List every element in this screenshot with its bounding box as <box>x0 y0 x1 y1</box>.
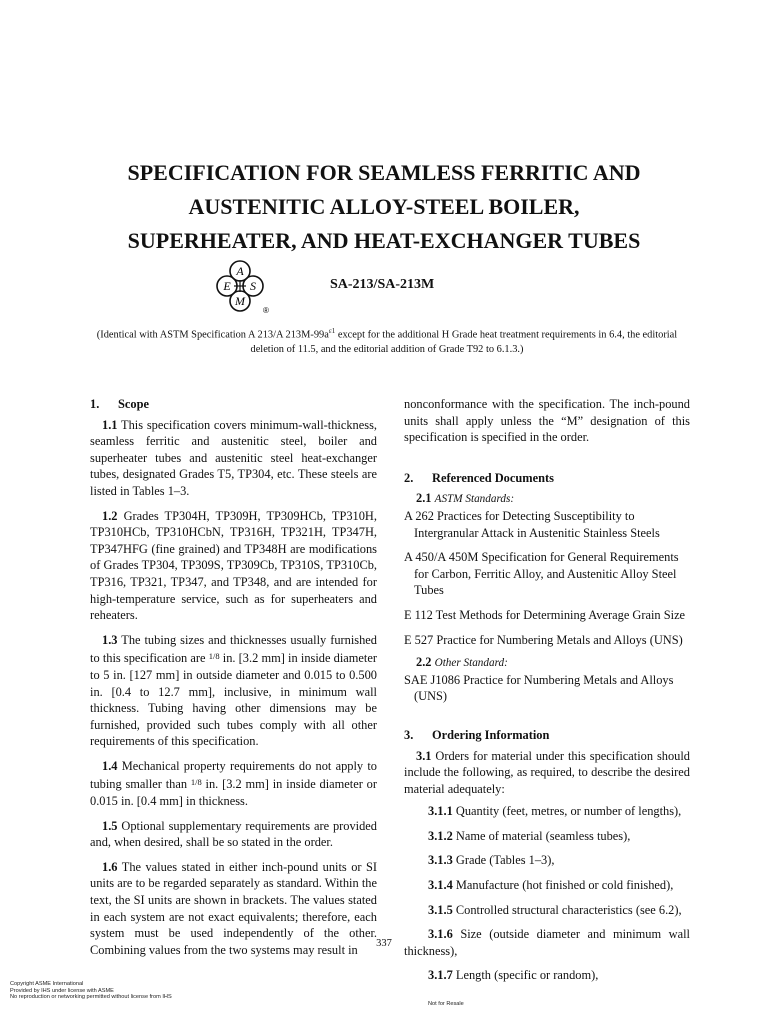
logo-letter-m: M <box>235 294 245 308</box>
subsection-2-1: 2.1 ASTM Standards: <box>416 491 515 506</box>
item-3-1-1: 3.1.1 Quantity (feet, metres, or number of lengths), <box>428 804 682 819</box>
title-line-3: SUPERHEATER, AND HEAT-EXCHANGER TUBES <box>127 228 641 253</box>
footer-line-2: Provided by IHS under license with ASME <box>10 987 114 994</box>
registered-mark: ® <box>263 306 269 315</box>
spec-designation: SA-213/SA-213M <box>330 277 435 292</box>
reference-e112: E 112 Test Methods for Determining Average Grain Size <box>404 607 686 622</box>
reference-e527: E 527 Practice for Numbering Metals and Alloys (UNS) <box>404 632 683 647</box>
logo-letter-e: E <box>223 279 231 293</box>
reference-a450: A 450/A 450M Specification for General Requirements for Carbon, Ferritic Alloy, and Austenitic Alloy Steel Tubes <box>404 550 679 598</box>
reference-a262: A 262 Practices for Detecting Susceptibility to Intergranular Attack in Austenitic Stainless Steels <box>404 508 660 540</box>
asme-logo-icon <box>208 258 290 316</box>
item-3-1-3: 3.1.3 Grade (Tables 1–3), <box>428 853 555 868</box>
left-column <box>90 396 377 966</box>
subsection-2-2: 2.2 Other Standard: <box>416 655 508 670</box>
section-heading-referenced-documents: 2. Referenced Documents <box>404 470 554 485</box>
item-3-1-5: 3.1.5 Controlled structural characteristics (see 6.2), <box>428 902 682 917</box>
item-3-1-4: 3.1.4 Manufacture (hot finished or cold finished), <box>428 878 674 893</box>
not-for-resale-label: Not for Resale <box>428 1001 464 1007</box>
paragraph-1-5: 1.5 Optional supplementary requirements are provided and, when desired, shall be so stated in the order. <box>90 818 377 850</box>
right-column <box>404 396 690 992</box>
identity-note: (Identical with ASTM Specification A 213/A $213M-99a^{\varepsilon 1}$ except for the additional H Grade heat treatment requirements in 6.4, the editorial deletion of 11.5, and the editorial addition of Grade T92 to 6.1.3.) <box>96 327 678 356</box>
paragraph-1-2: 1.2 Grades TP304H, TP309H, TP309HCb, TP310H, TP310HCb, TP310HCbN, TP316H, TP321H, TP347H, TP347HFG (fine grained) and TP348H are modifications of Grades TP304, TP309S, TP309Cb, TP310S, TP310Cb, TP316, TP321, TP347, and TP348, and are intended for high-temperature service, such as for superheaters and reheaters. <box>90 508 377 623</box>
section-heading-scope: 1. Scope <box>90 397 149 411</box>
title-line-1: SPECIFICATION FOR SEAMLESS FERRITIC AND <box>127 160 641 185</box>
page-number: 337 <box>376 938 392 949</box>
item-3-1-6: 3.1.6 Size (outside diameter and minimum wall thickness), <box>404 927 690 958</box>
footer-line-3: No reproduction or networking permitted without license from IHS <box>10 994 172 1001</box>
item-3-1-7: 3.1.7 Length (specific or random), <box>428 968 599 983</box>
item-3-1-2: 3.1.2 Name of material (seamless tubes), <box>428 828 631 843</box>
paragraph-1-3: 1.3 The tubing sizes and thicknesses usually furnished to this specification are $^{1/8}$ in. [3.2 mm] in inside diameter to 5 in. [127 mm] in outside diameter and 0.015 to 0.500 in. [0.4 to 12.7 mm], inclusive, in minimum wall thickness. Tubing having other dimensions may be furnished, provided such tubes comply with all other requirements of this specification. <box>90 632 378 749</box>
logo-letter-a: A <box>236 264 244 278</box>
paragraph-1-4: 1.4 Mechanical property requirements do not apply to tubing smaller than $^{1/8}$ in. [3.2 mm] in inside diameter or 0.015 in. [0.4 mm] in thickness. <box>90 758 377 809</box>
section-heading-ordering-information: 3. Ordering Information <box>404 727 550 742</box>
continued-paragraph: nonconformance with the specification. The inch-pound units shall apply unless the “M” designation of this specification is specified in the order. <box>404 397 690 445</box>
title-line-2: AUSTENITIC ALLOY-STEEL BOILER, <box>188 194 580 219</box>
copyright-footer <box>10 981 172 1001</box>
document-title <box>60 156 708 258</box>
paragraph-3-1: 3.1 Orders for material under this specification should include the following, as required, to describe the desired material adequately: <box>404 748 690 796</box>
paragraph-1-1: 1.1 This specification covers minimum-wall-thickness, seamless ferritic and austenitic steel, boiler and superheater tubes and austenitic steel heat-exchanger tubes, designated Grades T5, TP304, etc. These steels are listed in Tables 1–3. <box>90 417 377 498</box>
logo-letter-s: S <box>250 279 256 293</box>
reference-sae-j1086: SAE J1086 Practice for Numbering Metals and Alloys (UNS) <box>404 672 674 704</box>
footer-line-1: Copyright ASME International <box>10 981 84 987</box>
paragraph-1-6: 1.6 The values stated in either inch-pound units or SI units are to be regarded separately as standard. Within the text, the SI units are shown in brackets. The values stated in each system are not exact equivalents; therefore, each system must be used independently of the other. Combining values from the two systems may result in <box>90 859 377 957</box>
